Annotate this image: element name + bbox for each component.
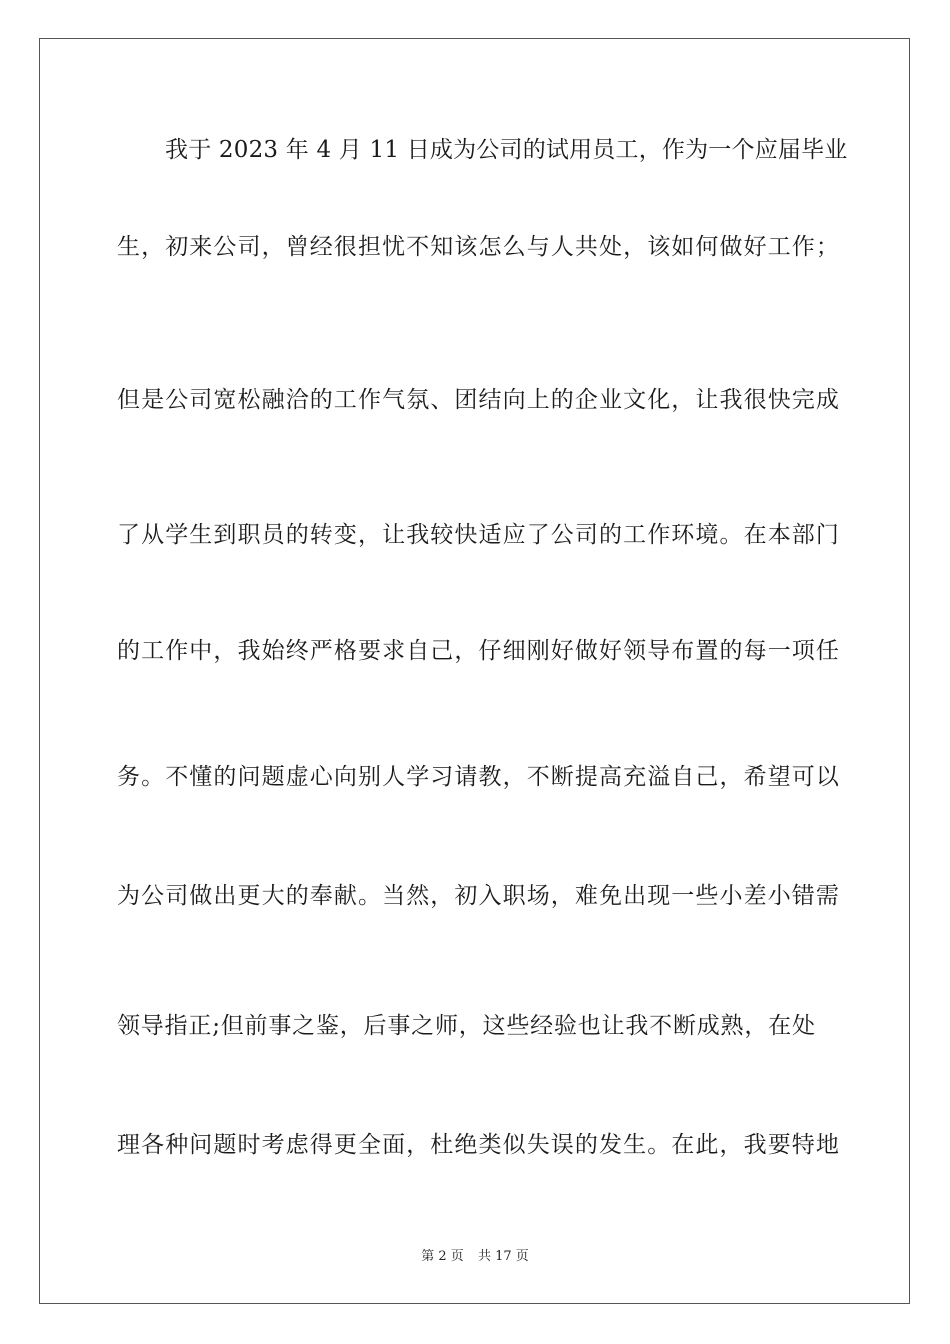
paragraph-line: 领导指正;但前事之鉴，后事之师，这些经验也让我不断成熟，在处 <box>117 1013 816 1039</box>
total-page-count: 共 17 页 <box>477 1249 529 1264</box>
paragraph-line: 生，初来公司，曾经很担忧不知该怎么与人共处，该如何做好工作； <box>117 234 840 260</box>
paragraph-line: 务。不懂的问题虚心向别人学习请教，不断提高充溢自己，希望可以 <box>117 764 840 790</box>
paragraph-line: 但是公司宽松融洽的工作气氛、团结向上的企业文化，让我很快完成 <box>117 387 840 413</box>
current-page-number: 第 2 页 <box>421 1249 464 1264</box>
paragraph-line: 了从学生到职员的转变，让我较快适应了公司的工作环境。在本部门 <box>117 522 840 548</box>
page-footer <box>0 1248 950 1266</box>
paragraph-line: 理各种问题时考虑得更全面，杜绝类似失误的发生。在此，我要特地 <box>117 1132 840 1158</box>
paragraph-line: 我于 2023 年 4 月 11 日成为公司的试用员工，作为一个应届毕业 <box>165 137 848 163</box>
paragraph-line: 的工作中，我始终严格要求自己，仔细刚好做好领导布置的每一项任 <box>117 638 840 664</box>
paragraph-line: 为公司做出更大的奉献。当然，初入职场，难免出现一些小差小错需 <box>117 883 840 909</box>
